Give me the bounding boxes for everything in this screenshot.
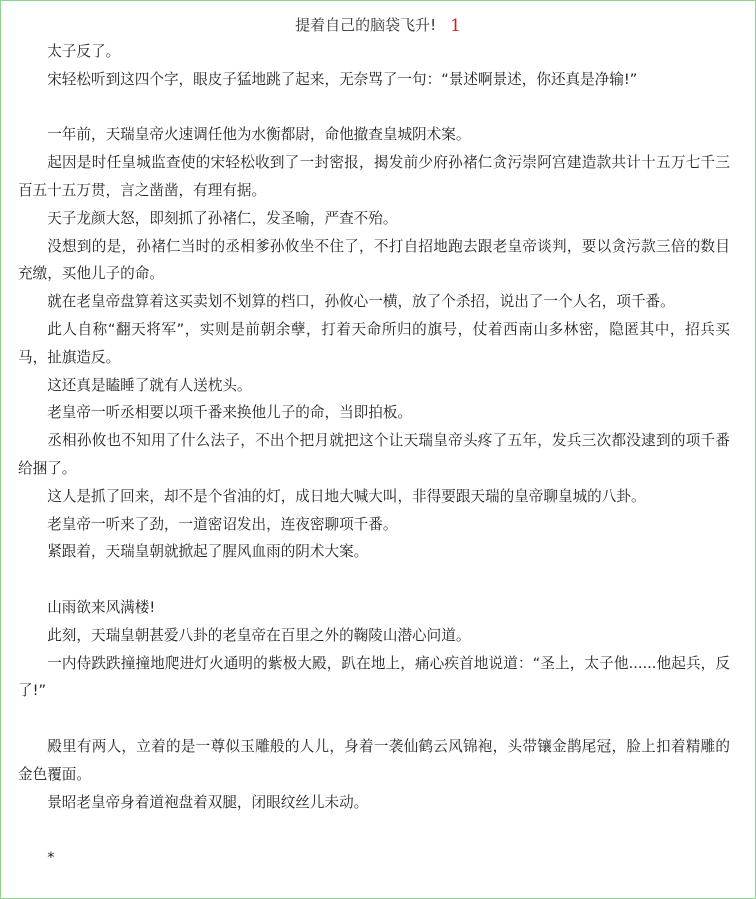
paragraph: 紧跟着，天瑞皇朝就掀起了腥风血雨的阴术大案。	[47, 543, 369, 561]
page-number: 1	[450, 16, 461, 36]
paragraph: 老皇帝一听丞相要以项千番来换他儿子的命，当即拍板。	[47, 404, 413, 422]
paragraph: 丞相孙攸也不知用了什么法子，不出个把月就把这个让天瑞皇帝头疼了五年，发兵三次都没逮到的项千番给捆了。	[18, 432, 730, 477]
paragraph: 一内侍跌跌撞撞地爬进灯火通明的紫极大殿，趴在地上，痛心疾首地说道：“圣上，太子他......他起兵，反了!”	[18, 654, 730, 700]
paragraph: 天子龙颜大怒，即刻抓了孙褚仁，发圣喻，严查不殆。	[47, 209, 398, 227]
page-title: 提着自己的脑袋飞升!	[295, 16, 437, 34]
paragraph: *	[47, 849, 55, 867]
paragraph: 没想到的是，孙褚仁当时的丞相爹孙攸坐不住了，不打自招地跑去跟老皇帝谈判，要以贪污款三倍的数目充缴，买他儿子的命。	[18, 237, 730, 283]
blank-line	[18, 94, 730, 122]
paragraph: 殿里有两人，立着的是一尊似玉雕般的人儿，身着一袭仙鹤云风锦袍，头带镶金鹊尾冠，脸上扣着精雕的金色覆面。	[18, 737, 730, 783]
paragraph: 山雨欲来风满楼!	[47, 598, 156, 616]
paragraph: 这还真是瞌睡了就有人送枕头。	[47, 376, 252, 394]
blank-line	[18, 705, 730, 733]
paragraph: 老皇帝一听来了劲，一道密诏发出，连夜密聊项千番。	[47, 515, 398, 533]
page-header	[0, 14, 756, 37]
paragraph: 景昭老皇帝身着道袍盘着双腿，闭眼纹丝儿未动。	[47, 793, 369, 811]
paragraph: 一年前，天瑞皇帝火速调任他为水衡都尉，命他撤查皇城阴术案。	[47, 126, 471, 144]
paragraph: 此人自称“翻天将军”，实则是前朝余孽，打着天命所归的旗号，仗着西南山多林密，隐匿其中，招兵买马，扯旗造反。	[18, 320, 730, 366]
paragraph: 此刻，天瑞皇朝甚爱八卦的老皇帝在百里之外的鞠陵山潜心问道。	[47, 626, 471, 644]
blank-line	[18, 566, 730, 594]
article-body	[18, 38, 730, 872]
paragraph: 就在老皇帝盘算着这买卖划不划算的档口，孙攸心一横，放了个杀招，说出了一个人名，项千番。	[47, 293, 675, 311]
paragraph: 这人是抓了回来，却不是个省油的灯，成日地大喊大叫，非得要跟天瑞的皇帝聊皇城的八卦。	[47, 487, 646, 505]
paragraph: 太子反了。	[47, 43, 121, 60]
paragraph: 起因是时任皇城监查使的宋轻松收到了一封密报，揭发前少府孙褚仁贪污崇阿宫建造款共计十五万七千三百五十五万贯，言之凿凿，有理有据。	[18, 154, 730, 199]
blank-line	[18, 816, 730, 844]
paragraph: 宋轻松听到这四个字，眼皮子猛地跳了起来，无奈骂了一句：“景述啊景述，你还真是净输!”	[47, 70, 638, 88]
